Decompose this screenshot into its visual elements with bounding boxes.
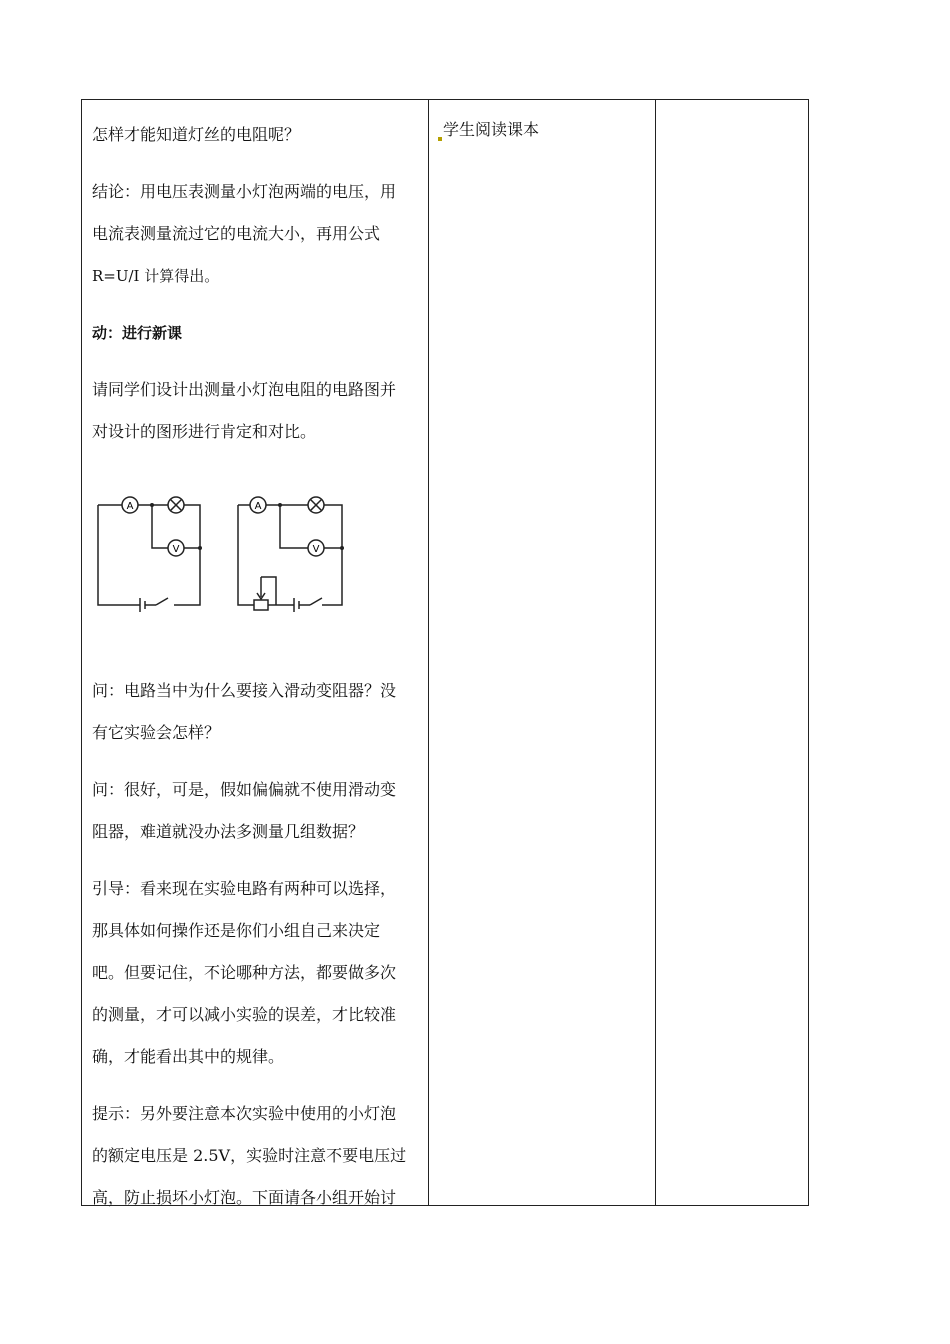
guidance-line-3: 吧。但要记住，不论哪种方法，都要做多次 xyxy=(92,963,397,982)
conclusion-line-1: 结论：用电压表测量小灯泡两端的电压，用 xyxy=(92,182,397,201)
student-activity-text: 学生阅读课本 xyxy=(443,120,540,139)
circuit-without-rheostat xyxy=(98,497,200,612)
marker-icon xyxy=(438,137,442,141)
hint-paragraph xyxy=(92,1093,422,1219)
student-activity-column xyxy=(438,119,539,141)
guidance-line-2: 那具体如何操作还是你们小组自己来决定 xyxy=(92,921,381,940)
lesson-table xyxy=(81,99,809,1206)
hint-line-2: 的额定电压是 2.5V，实验时注意不要电压过 xyxy=(92,1146,407,1165)
design-line-2: 对设计的图形进行肯定和对比。 xyxy=(92,422,317,441)
teacher-activity-lower xyxy=(92,670,422,1219)
question-without-line-2: 阻器，难道就没办法多测量几组数据？ xyxy=(92,822,365,841)
ammeter-label: A xyxy=(126,501,134,512)
guidance-line-1: 引导：看来现在实验电路有两种可以选择， xyxy=(92,879,397,898)
hint-line-3: 高，防止损坏小灯泡。下面请各小组开始讨 xyxy=(92,1188,397,1207)
question-rheostat-line-2: 有它实验会怎样？ xyxy=(92,723,221,742)
conclusion-line-2: 电流表测量流过它的电流大小，再用公式 xyxy=(92,224,381,243)
conclusion-line-3: R=U/I 计算得出。 xyxy=(92,267,220,285)
design-paragraph xyxy=(92,369,422,453)
guidance-paragraph xyxy=(92,868,422,1078)
design-line-1: 请同学们设计出测量小灯泡电阻的电路图并 xyxy=(92,380,397,399)
question-without-line-1: 问：很好，可是，假如偏偏就不使用滑动变 xyxy=(92,780,397,799)
question-rheostat-line-1: 问：电路当中为什么要接入滑动变阻器？没 xyxy=(92,681,397,700)
guidance-line-4: 的测量，才可以减小实验的误差，才比较准 xyxy=(92,1005,397,1024)
teacher-activity-column xyxy=(92,100,422,453)
conclusion-paragraph xyxy=(92,171,422,297)
section-heading: 动：进行新课 xyxy=(92,324,183,342)
voltmeter-label: V xyxy=(172,544,180,555)
column-divider-1 xyxy=(428,100,429,1205)
circuit-diagrams xyxy=(96,485,356,615)
question-filament-resistance: 怎样才能知道灯丝的电阻呢？ xyxy=(92,125,301,144)
question-rheostat xyxy=(92,670,422,754)
rheostat-icon xyxy=(254,600,268,610)
voltmeter-label-2: V xyxy=(312,544,320,555)
hint-line-1: 提示：另外要注意本次实验中使用的小灯泡 xyxy=(92,1104,397,1123)
column-divider-2 xyxy=(655,100,656,1205)
question-without-rheostat xyxy=(92,769,422,853)
ammeter-label-2: A xyxy=(254,501,262,512)
guidance-line-5: 确，才能看出其中的规律。 xyxy=(92,1047,285,1066)
circuit-with-rheostat xyxy=(238,497,342,612)
